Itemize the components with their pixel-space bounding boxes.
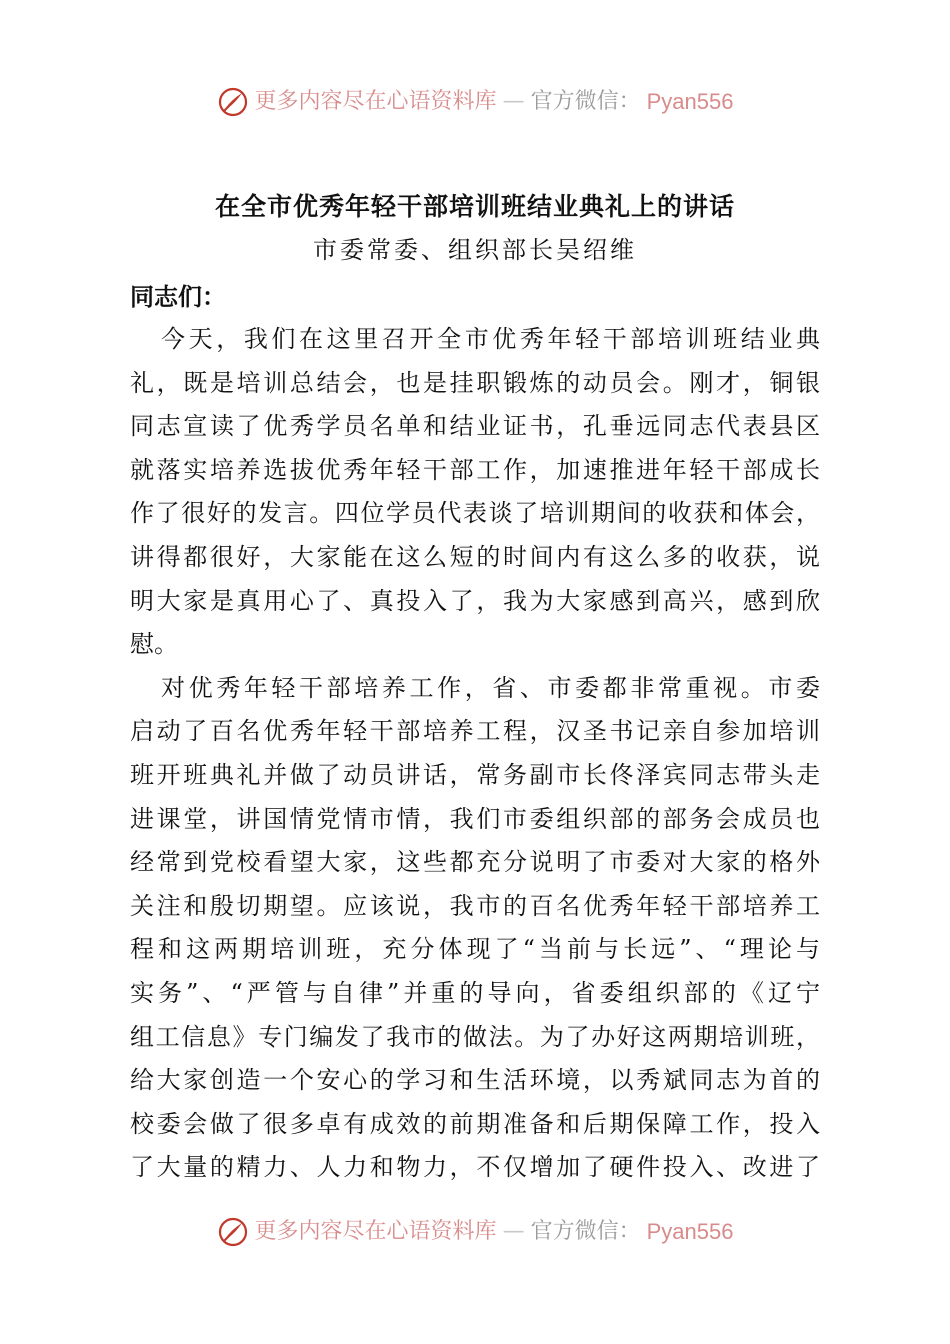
watermark-main-text: 更多内容尽在心语资料库 [254,1219,497,1244]
paragraph-2-line-4: 进课堂，讲国情党情市情，我们市委组织部的部务会成员也 [130,804,820,833]
paragraph-1-line-8: 慰。 [130,630,178,659]
watermark-wechat-id: Pyan556 [646,1219,734,1244]
quill-logo-icon [217,86,249,118]
paragraph-1-line-6: 讲得都很好，大家能在这么短的时间内有这么多的收获，说 [130,542,820,571]
paragraph-2-line-1: 对优秀年轻干部培养工作，省、市委都非常重视。市委 [161,673,820,702]
paragraph-1-line-1: 今天，我们在这里召开全市优秀年轻干部培训班结业典 [161,325,820,353]
paragraph-2-line-5: 经常到党校看望大家，这些都充分说明了市委对大家的格外 [130,848,820,877]
paragraph-2-line-2: 启动了百名优秀年轻干部培养工程，汉圣书记亲自参加培训 [130,717,820,746]
speech-body [130,318,820,1190]
paragraph-1-line-7: 明大家是真用心了、真投入了，我为大家感到高兴，感到欣 [130,586,820,615]
salutation: 同志们： [130,283,226,311]
paragraph-2-line-9: 组工信息》专门编发了我市的做法。为了办好这两期培训班， [130,1022,820,1051]
paragraph-2-line-12: 了大量的精力、人力和物力，不仅增加了硬件投入、改进了 [130,1153,820,1182]
watermark-wechat-label: 官方微信： [530,89,641,114]
paragraph-2-line-8: 实务”、“严管与自律”并重的导向，省委组织部的《辽宁 [130,978,820,1007]
paragraph-2-line-3: 班开班典礼并做了动员讲话，常务副市长佟泽宾同志带头走 [130,760,820,789]
paragraph-2-line-11: 校委会做了很多卓有成效的前期准备和后期保障工作，投入 [130,1109,820,1138]
paragraph-1-line-2: 礼，既是培训总结会，也是挂职锻炼的动员会。刚才，铜银 [130,368,820,397]
paragraph-1-line-3: 同志宣读了优秀学员名单和结业证书，孔垂远同志代表县区 [130,412,820,441]
paragraph-2-line-7: 程和这两期培训班，充分体现了“当前与长远”、“理论与 [130,935,820,964]
paragraph-1-line-4: 就落实培养选拔优秀年轻干部工作，加速推进年轻干部成长 [130,455,820,484]
watermark-wechat-id: Pyan556 [646,89,734,114]
header-watermark [0,86,950,118]
watermark-main-text: 更多内容尽在心语资料库 [254,89,497,114]
document-title: 在全市优秀年轻干部培训班结业典礼上的讲话 [214,192,735,221]
watermark-dash: — [502,1219,525,1244]
paragraph-2-line-10: 给大家创造一个安心的学习和生活环境，以秀斌同志为首的 [130,1066,820,1095]
watermark-wechat-label: 官方微信： [530,1219,641,1244]
footer-watermark [0,1216,950,1248]
paragraph-2-line-6: 关注和殷切期望。应该说，我市的百名优秀年轻干部培养工 [130,891,820,920]
paragraph-1-line-5: 作了很好的发言。四位学员代表谈了培训期间的收获和体会， [130,499,820,528]
watermark-dash: — [502,89,525,114]
document-subtitle: 市委常委、组织部长吴绍维 [313,236,637,264]
quill-logo-icon [217,1216,249,1248]
